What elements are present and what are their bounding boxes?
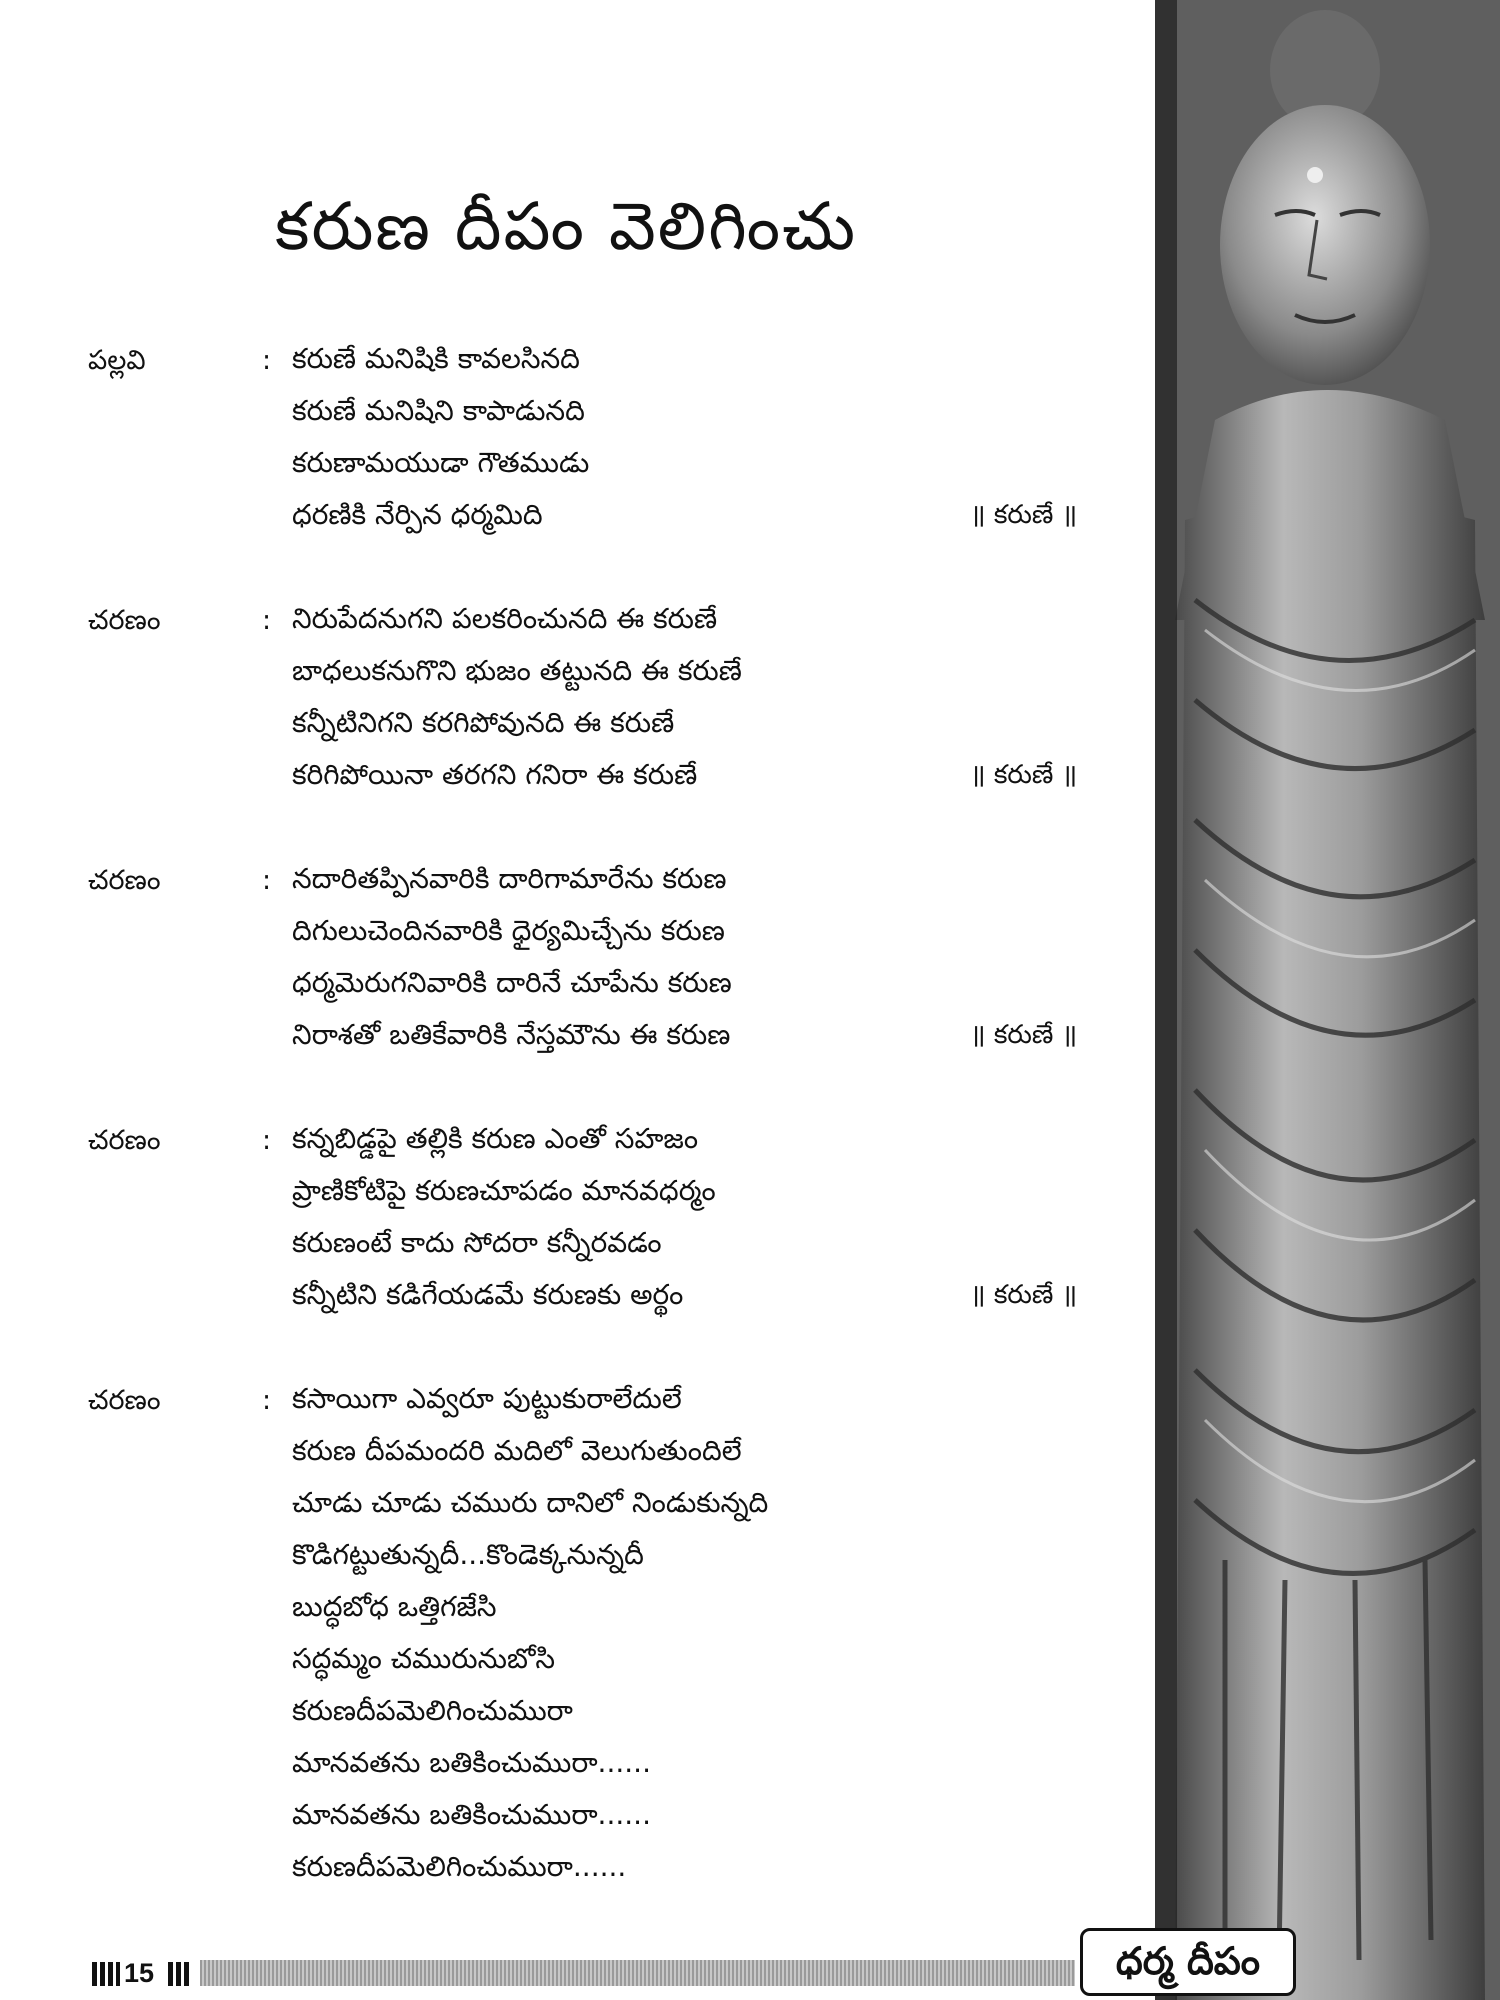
page-number-decoration-left bbox=[92, 1962, 120, 1986]
footer-bar bbox=[200, 1960, 1075, 1986]
refrain-marker: ॥ కరుణే ॥ bbox=[970, 760, 1078, 790]
buddha-statue-illustration bbox=[1155, 0, 1500, 2000]
refrain-marker: ॥ కరుణే ॥ bbox=[970, 1280, 1078, 1310]
lyric-line: కరుణే మనిషిని కాపాడునది bbox=[292, 394, 585, 427]
section-colon: : bbox=[262, 345, 272, 376]
lyric-line: ధరణికి నేర్పిన ధర్మమిది bbox=[292, 498, 543, 531]
lyric-line: మానవతను బతికించుమురా...... bbox=[292, 1798, 651, 1831]
lyric-line: కన్నీటినిగని కరగిపోవునది ఈ కరుణే bbox=[292, 706, 675, 739]
lyric-line: కరుణ దీపమందరి మదిలో వెలుగుతుందిలే bbox=[292, 1434, 742, 1467]
section-label: చరణం bbox=[88, 605, 161, 636]
lyric-line: కరుణదీపమెలిగించుమురా...... bbox=[292, 1850, 627, 1883]
section-colon: : bbox=[262, 1385, 272, 1416]
lyric-line: ధర్మమెరుగనివారికి దారినే చూపేను కరుణ bbox=[292, 966, 732, 999]
lyric-line: కరుణదీపమెలిగించుమురా bbox=[292, 1694, 573, 1727]
footer-brand: ధర్మ దీపం bbox=[1080, 1928, 1296, 1996]
lyric-line: కరుణామయుడా గౌతముడు bbox=[292, 446, 590, 479]
lyric-line: నదారితప్పినవారికి దారిగామారేను కరుణ bbox=[292, 862, 727, 895]
page-number: 15 bbox=[124, 1958, 155, 1988]
lyric-line: కన్నీటిని కడిగేయడమే కరుణకు అర్థం bbox=[292, 1278, 684, 1311]
lyric-line: కసాయిగా ఎవ్వరూ పుట్టుకురాలేదులే bbox=[292, 1382, 682, 1415]
lyric-line: నిరాశతో బతికేవారికి నేస్తమౌను ఈ కరుణ bbox=[292, 1018, 731, 1051]
lyric-line: కొడిగట్టుతున్నదీ...కొండెక్కనున్నదీ bbox=[292, 1538, 644, 1571]
page-title: కరుణ దీపం వెలిగించు bbox=[275, 188, 858, 265]
lyric-line: సద్ధమ్మం చమురునుబోసి bbox=[292, 1642, 556, 1675]
lyric-line: కరుణే మనిషికి కావలసినది bbox=[292, 342, 580, 375]
section-label: చరణం bbox=[88, 1125, 161, 1156]
lyric-line: మానవతను బతికించుమురా...... bbox=[292, 1746, 651, 1779]
lyric-line: దిగులుచెందినవారికి ధైర్యమిచ్చేను కరుణ bbox=[292, 914, 725, 947]
section-colon: : bbox=[262, 1125, 272, 1156]
lyric-line: నిరుపేదనుగని పలకరించునది ఈ కరుణే bbox=[292, 602, 718, 635]
lyric-line: కరిగిపోయినా తరగని గనిరా ఈ కరుణే bbox=[292, 758, 698, 791]
buddha-statue-photo bbox=[1155, 0, 1500, 2000]
section-colon: : bbox=[262, 865, 272, 896]
lyric-line: చూడు చూడు చమురు దానిలో నిండుకున్నది bbox=[292, 1486, 769, 1519]
section-colon: : bbox=[262, 605, 272, 636]
refrain-marker: ॥ కరుణే ॥ bbox=[970, 1020, 1078, 1050]
section-label: చరణం bbox=[88, 1385, 161, 1416]
section-label: పల్లవి bbox=[88, 345, 146, 376]
lyric-line: బుద్ధబోధ ఒత్తిగజేసి bbox=[292, 1590, 497, 1623]
lyric-line: కరుణంటే కాదు సోదరా కన్నీరవడం bbox=[292, 1226, 662, 1259]
lyric-line: ప్రాణికోటిపై కరుణచూపడం మానవధర్మం bbox=[292, 1174, 716, 1207]
refrain-marker: ॥ కరుణే ॥ bbox=[970, 500, 1078, 530]
lyric-line: బాధలుకనుగొని భుజం తట్టునది ఈ కరుణే bbox=[292, 654, 742, 687]
section-label: చరణం bbox=[88, 865, 161, 896]
lyric-line: కన్నబిడ్డపై తల్లికి కరుణ ఎంతో సహజం bbox=[292, 1122, 699, 1155]
page-number-decoration-right bbox=[168, 1962, 190, 1986]
